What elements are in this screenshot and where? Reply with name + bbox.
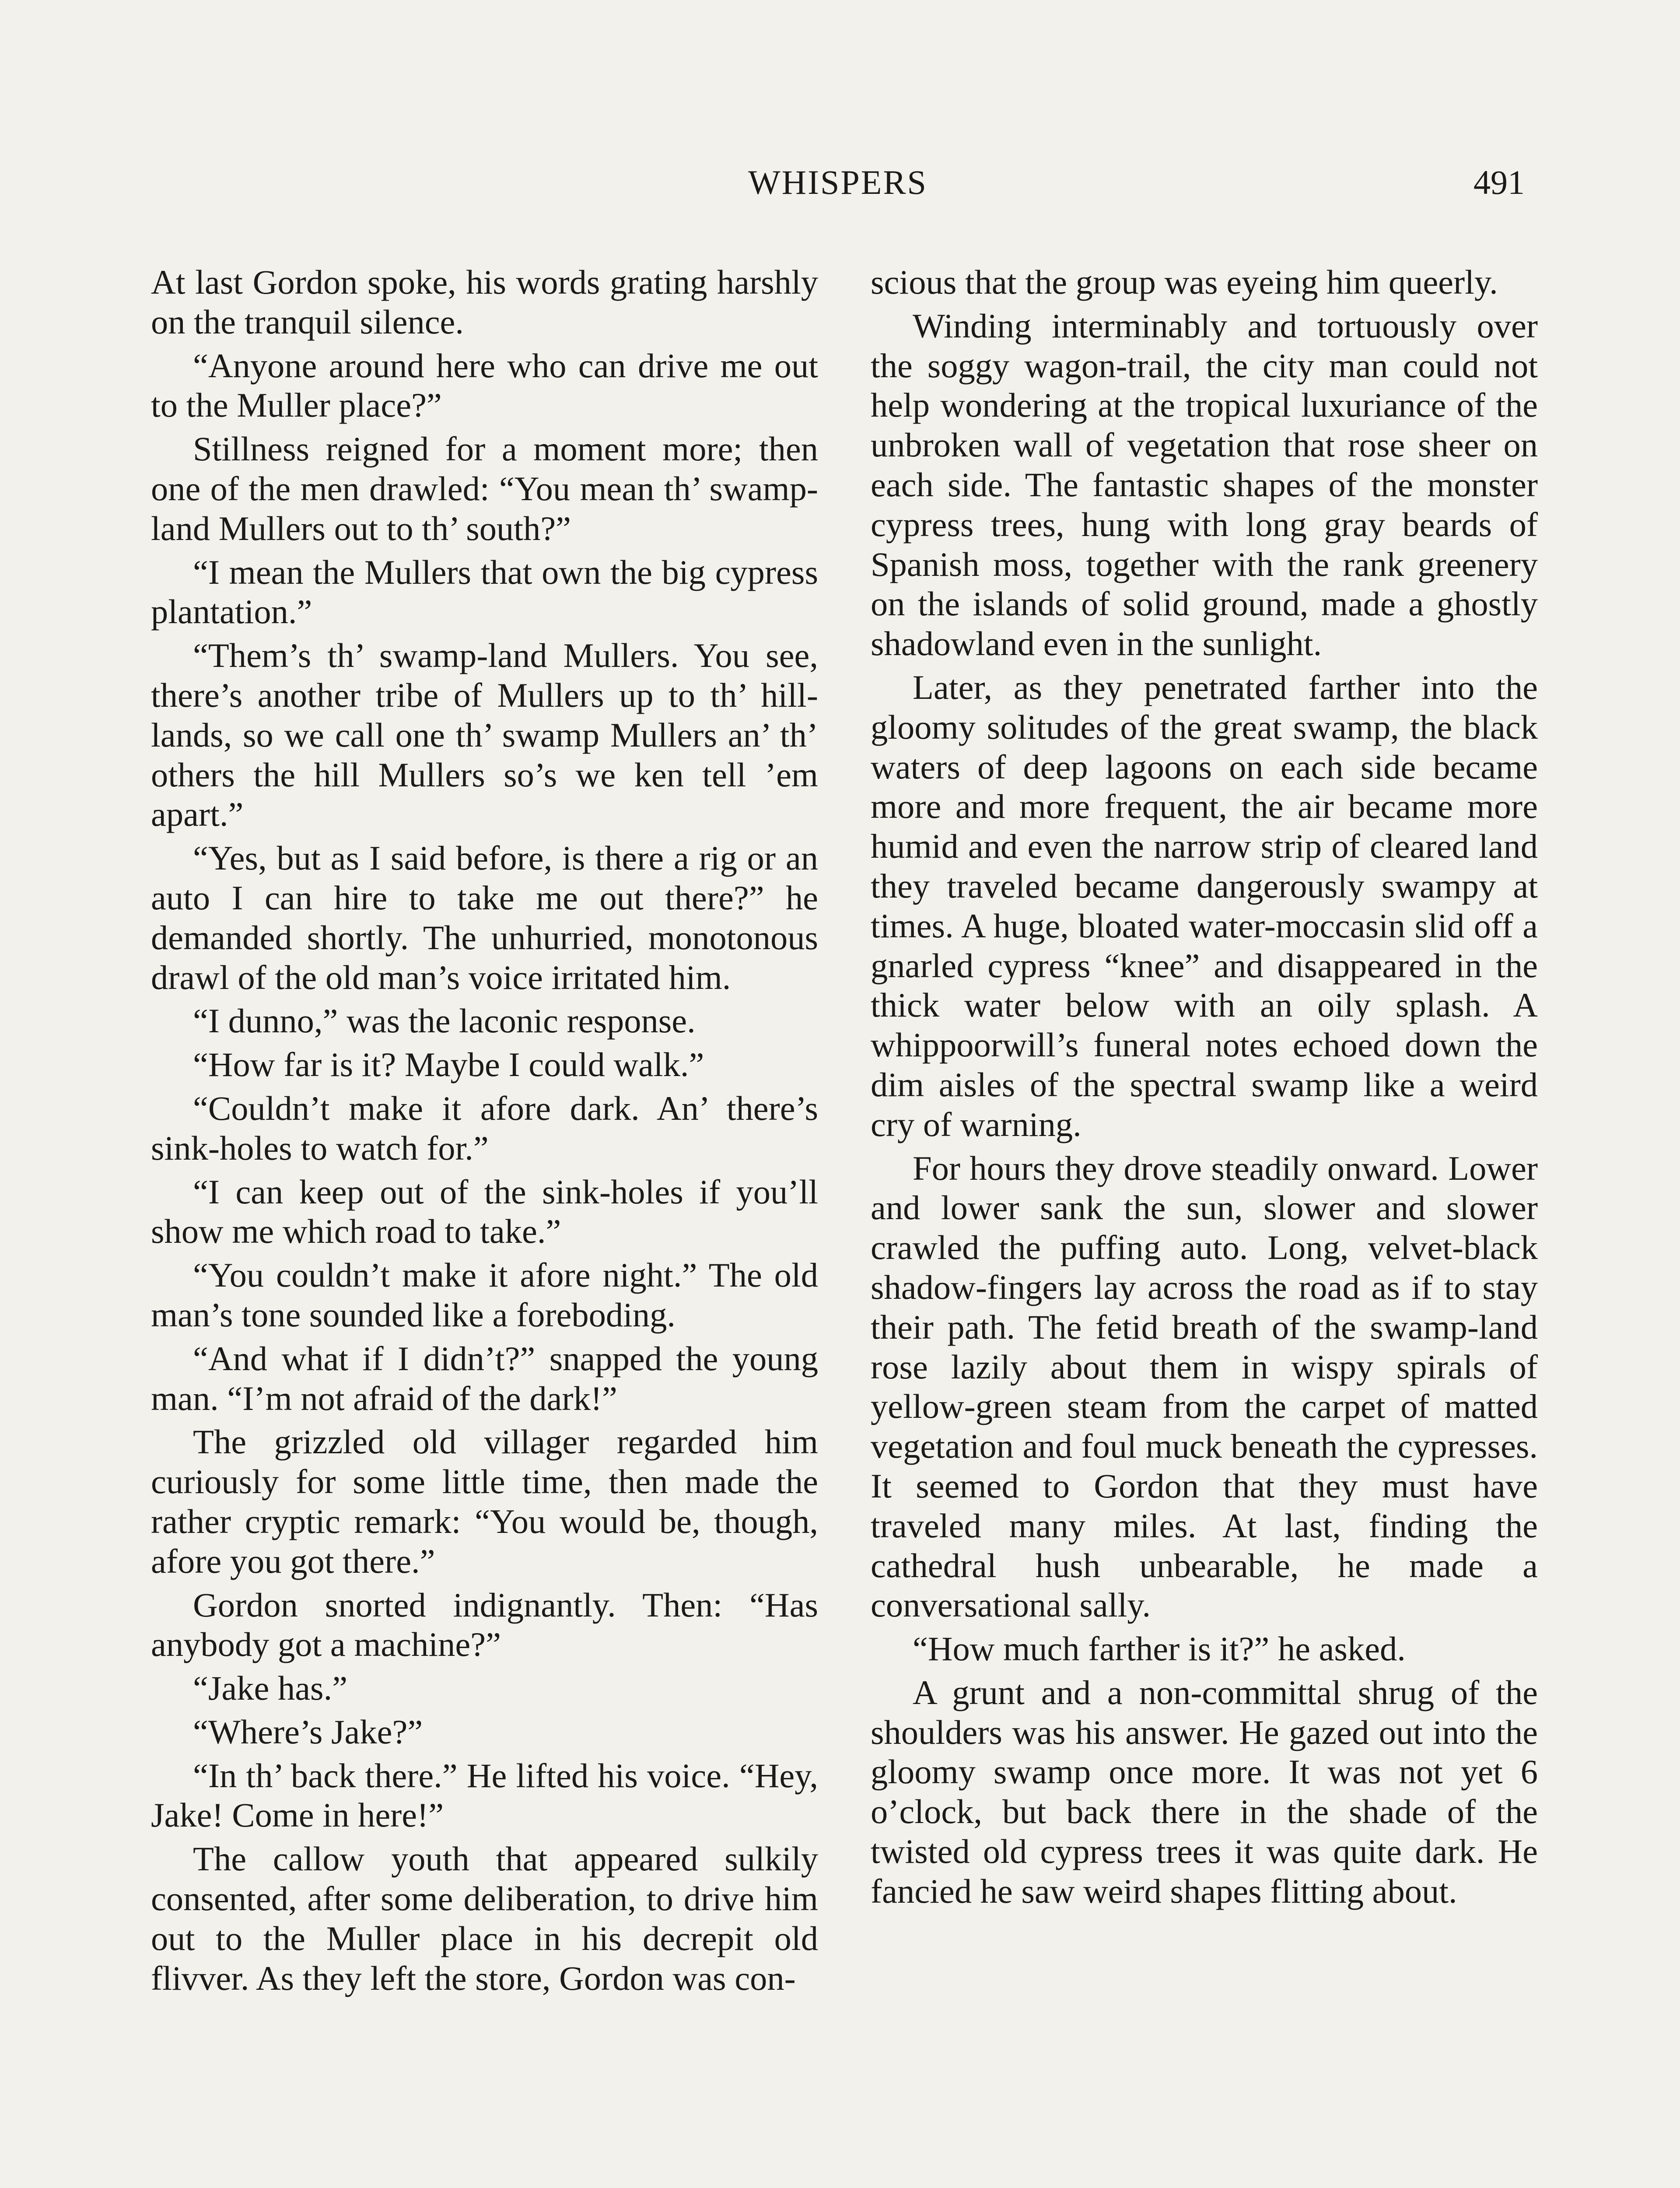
paragraph: “I mean the Mullers that own the big cypress plantation.” (151, 553, 818, 631)
page-number: 491 (1474, 163, 1525, 201)
paragraph: “Yes, but as I said before, is there a rig or an auto I can hire to take me out there?” he demanded shortly. The unhurried, monotonous drawl of the old man’s voice irritated him. (151, 839, 818, 996)
left-column (151, 263, 818, 2002)
paragraph: “And what if I didn’t?” snapped the young man. “I’m not afraid of the dark!” (151, 1339, 818, 1417)
paragraph: At last Gordon spoke, his words grating harshly on the tranquil silence. (151, 263, 818, 341)
paragraph: “Where’s Jake?” (193, 1712, 423, 1751)
paragraph: “How far is it? Maybe I could walk.” (193, 1045, 704, 1084)
right-column (871, 263, 1538, 1915)
paragraph: The callow youth that appeared sulkily consented, after some deliberation, to drive him out to the Muller place in his decrepit old flivver. As they left the store, Gordon was con- (151, 1840, 818, 1997)
paragraph: Gordon snorted indignantly. Then: “Has anybody got a machine?” (151, 1585, 818, 1664)
paragraph: Stillness reigned for a moment more; then one of the men drawled: “You mean th’ swamp-land Mullers out to th’ south?” (151, 430, 818, 547)
paragraph: Winding interminably and tortuously over the soggy wagon-trail, the city man could not help wondering at the tropical luxuriance of the unbroken wall of vegetation that rose sheer on each side. The fantastic shapes of the monster cypress trees, hung with long gray beards of Spanish moss, together with the rank greenery on the islands of solid ground, made a ghostly shadowland even in the sunlight. (871, 306, 1538, 663)
paragraph: “Couldn’t make it afore dark. An’ there’s sink-holes to watch for.” (151, 1089, 818, 1167)
paragraph: “Them’s th’ swamp-land Mullers. You see, there’s another tribe of Mullers up to th’ hill-lands, so we call one th’ swamp Mullers an’ th’ others the hill Mullers so’s we ken tell ’em apart.” (151, 636, 818, 834)
paragraph: For hours they drove steadily onward. Lower and lower sank the sun, slower and slower crawled the puffing auto. Long, velvet-black shadow-fingers lay across the road as if to stay their path. The fetid breath of the swamp-land rose lazily about them in wispy spirals of yellow-green steam from the carpet of matted vegetation and foul muck beneath the cypresses. It seemed to Gordon that they must have traveled many miles. At last, finding the cathedral hush unbearable, he made a conversational sally. (871, 1149, 1538, 1624)
paragraph: “Jake has.” (193, 1669, 348, 1708)
running-title: WHISPERS (748, 163, 928, 201)
paragraph: “I can keep out of the sink-holes if you’ll show me which road to take.” (151, 1172, 818, 1251)
page-header (151, 165, 1525, 214)
paragraph: “Anyone around here who can drive me out to the Muller place?” (151, 346, 818, 424)
paragraph: The grizzled old villager regarded him curiously for some little time, then made the rather cryptic remark: “You would be, though, afore you got there.” (151, 1423, 818, 1580)
paragraph: “How much farther is it?” he asked. (913, 1630, 1406, 1668)
paragraph: “You couldn’t make it afore night.” The old man’s tone sounded like a foreboding. (151, 1256, 818, 1334)
paragraph: Later, as they penetrated farther into the gloomy solitudes of the great swamp, the black waters of deep lagoons on each side became more and more frequent, the air became more humid and even the narrow strip of cleared land they traveled became dangerously swampy at times. A huge, bloated water-moccasin slid off a gnarled cypress “knee” and disappeared in the thick water below with an oily splash. A whippoorwill’s funeral notes echoed down the dim aisles of the spectral swamp like a weird cry of warning. (871, 668, 1538, 1143)
paragraph: “I dunno,” was the laconic response. (193, 1002, 696, 1040)
paragraph: A grunt and a non-committal shrug of the shoulders was his answer. He gazed out into the gloomy swamp once more. It was not yet 6 o’clock, but back there in the shade of the twisted old cypress trees it was quite dark. He fancied he saw weird shapes flitting about. (871, 1673, 1538, 1910)
paragraph: “In th’ back there.” He lifted his voice. “Hey, Jake! Come in here!” (151, 1756, 818, 1834)
paragraph: scious that the group was eyeing him queerly. (871, 263, 1498, 301)
